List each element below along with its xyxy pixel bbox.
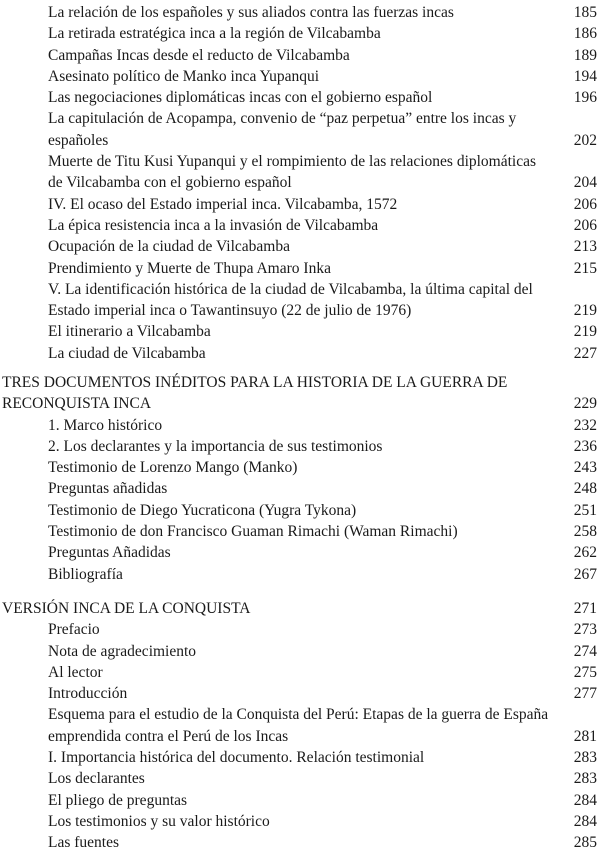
toc-entry — [0, 521, 600, 542]
toc-entry — [0, 415, 600, 436]
page-number: 206 — [573, 195, 597, 213]
page-number: 284 — [573, 791, 597, 809]
toc-section-1 — [0, 2, 600, 364]
entry-title: La capitulación de Acopampa, convenio de “paz perpetua” entre los incas y españoles — [48, 110, 517, 149]
page-number: 227 — [573, 344, 597, 362]
entry-title: La relación de los españoles y sus aliados contra las fuerzas incas — [48, 4, 454, 21]
entry-title: Testimonio de don Francisco Guaman Rimachi (Waman Rimachi) — [48, 523, 458, 541]
toc-entry — [0, 457, 600, 478]
heading-title: TRES DOCUMENTOS INÉDITOS PARA LA HISTORIA DE LA GUERRA DE RECONQUISTA INCA — [2, 374, 508, 413]
toc-entry — [0, 279, 600, 322]
entry-title: El pliego de preguntas — [48, 791, 188, 809]
toc-entry — [0, 2, 600, 23]
page-number: 281 — [573, 727, 597, 745]
entry-title: Muerte de Titu Kusi Yupanqui y el rompimiento de las relaciones diplomáticas de Vilcabamba con el gobierno español — [48, 153, 537, 192]
toc-section-3 — [0, 598, 600, 854]
toc-entry — [0, 108, 600, 151]
toc-heading — [0, 372, 600, 415]
page-number: 194 — [573, 67, 597, 85]
toc-entry — [0, 704, 600, 747]
toc-entry — [0, 194, 600, 215]
entry-title: Al lector — [48, 663, 103, 681]
heading-title: VERSIÓN INCA DE LA CONQUISTA — [2, 600, 251, 617]
toc-entry — [0, 87, 600, 108]
page-number: 274 — [573, 642, 597, 660]
page-number: 271 — [573, 600, 597, 617]
page-number: 258 — [573, 523, 597, 541]
toc-entry — [0, 215, 600, 236]
entry-title: Prefacio — [48, 621, 100, 639]
toc-entry — [0, 768, 600, 789]
page-number: 275 — [573, 663, 597, 681]
toc-heading — [0, 598, 600, 619]
page-number: 284 — [573, 812, 597, 830]
toc-entry — [0, 23, 600, 44]
toc-entry — [0, 478, 600, 499]
entry-title: Prendimiento y Muerte de Thupa Amaro Inka — [48, 259, 331, 277]
page-number: 273 — [573, 621, 597, 639]
page-number: 277 — [573, 685, 597, 703]
page-number: 219 — [573, 302, 597, 320]
entry-title: V. La identificación histórica de la ciudad de Vilcabamba, la última capital del Estado imperial inca o Tawantinsuyo (22 de julio de 1976) — [48, 280, 533, 320]
toc-section-2 — [0, 372, 600, 585]
page-number: 232 — [573, 416, 597, 434]
page-number: 204 — [573, 174, 597, 192]
entry-title: Ocupación de la ciudad de Vilcabamba — [48, 238, 290, 256]
entry-title: 1. Marco histórico — [48, 416, 163, 434]
toc-entry — [0, 683, 600, 704]
page-number: 236 — [573, 437, 597, 455]
page-number: 215 — [573, 259, 597, 277]
entry-title: Bibliografía — [48, 565, 123, 583]
page-number: 189 — [573, 46, 597, 64]
entry-title: Las negociaciones diplomáticas incas con el gobierno español — [48, 89, 433, 107]
toc-entry — [0, 343, 600, 364]
page-number: 262 — [573, 544, 597, 562]
entry-title: El itinerario a Vilcabamba — [48, 323, 211, 341]
page-number: 283 — [573, 770, 597, 788]
page-number: 202 — [573, 131, 597, 149]
entry-title: Introducción — [48, 685, 128, 703]
toc-entry — [0, 811, 600, 832]
entry-title: Preguntas añadidas — [48, 480, 168, 498]
toc-entry — [0, 790, 600, 811]
page-number: 185 — [573, 4, 597, 21]
toc-entry — [0, 500, 600, 521]
page-number: 283 — [573, 749, 597, 767]
toc-entry — [0, 236, 600, 257]
entry-title: Los declarantes — [48, 770, 145, 788]
entry-title: I. Importancia histórica del documento. Relación testimonial — [48, 749, 425, 767]
entry-title: La ciudad de Vilcabamba — [48, 344, 206, 362]
toc-entry — [0, 747, 600, 768]
page-number: 285 — [573, 834, 597, 852]
page-number: 251 — [573, 501, 597, 519]
page-number: 186 — [573, 25, 597, 43]
page-number: 206 — [573, 216, 597, 234]
toc-entry — [0, 66, 600, 87]
toc-entry — [0, 564, 600, 585]
entry-title: Asesinato político de Manko inca Yupanqui — [48, 67, 320, 85]
toc-entry — [0, 832, 600, 853]
page-number: 229 — [573, 395, 597, 413]
entry-title: Testimonio de Diego Yucraticona (Yugra Tykona) — [48, 501, 357, 519]
page-number: 219 — [573, 323, 597, 341]
page-number: 267 — [573, 565, 597, 583]
entry-title: Campañas Incas desde el reducto de Vilcabamba — [48, 46, 350, 64]
page-number: 243 — [573, 459, 597, 477]
toc-entry — [0, 619, 600, 640]
entry-title: Los testimonios y su valor histórico — [48, 812, 270, 830]
page-number: 213 — [573, 238, 597, 256]
page-number: 196 — [573, 89, 597, 107]
entry-title: Las fuentes — [48, 834, 120, 852]
toc-entry — [0, 542, 600, 563]
toc-entry — [0, 45, 600, 66]
entry-title: Preguntas Añadidas — [48, 544, 171, 562]
toc-entry — [0, 258, 600, 279]
page-number: 248 — [573, 480, 597, 498]
entry-title: 2. Los declarantes y la importancia de sus testimonios — [48, 437, 383, 455]
toc-entry — [0, 321, 600, 342]
toc-entry — [0, 151, 600, 194]
entry-title: La retirada estratégica inca a la región de Vilcabamba — [48, 25, 381, 43]
entry-title: Nota de agradecimiento — [48, 642, 197, 660]
entry-title: La épica resistencia inca a la invasión de Vilcabamba — [48, 216, 379, 234]
entry-title: IV. El ocaso del Estado imperial inca. Vilcabamba, 1572 — [48, 195, 398, 213]
toc-entry — [0, 641, 600, 662]
entry-title: Testimonio de Lorenzo Mango (Manko) — [48, 459, 298, 477]
toc-entry — [0, 436, 600, 457]
toc-entry — [0, 662, 600, 683]
entry-title: Esquema para el estudio de la Conquista del Perú: Etapas de la guerra de España emprendida contra el Perú de los Incas — [48, 706, 549, 745]
